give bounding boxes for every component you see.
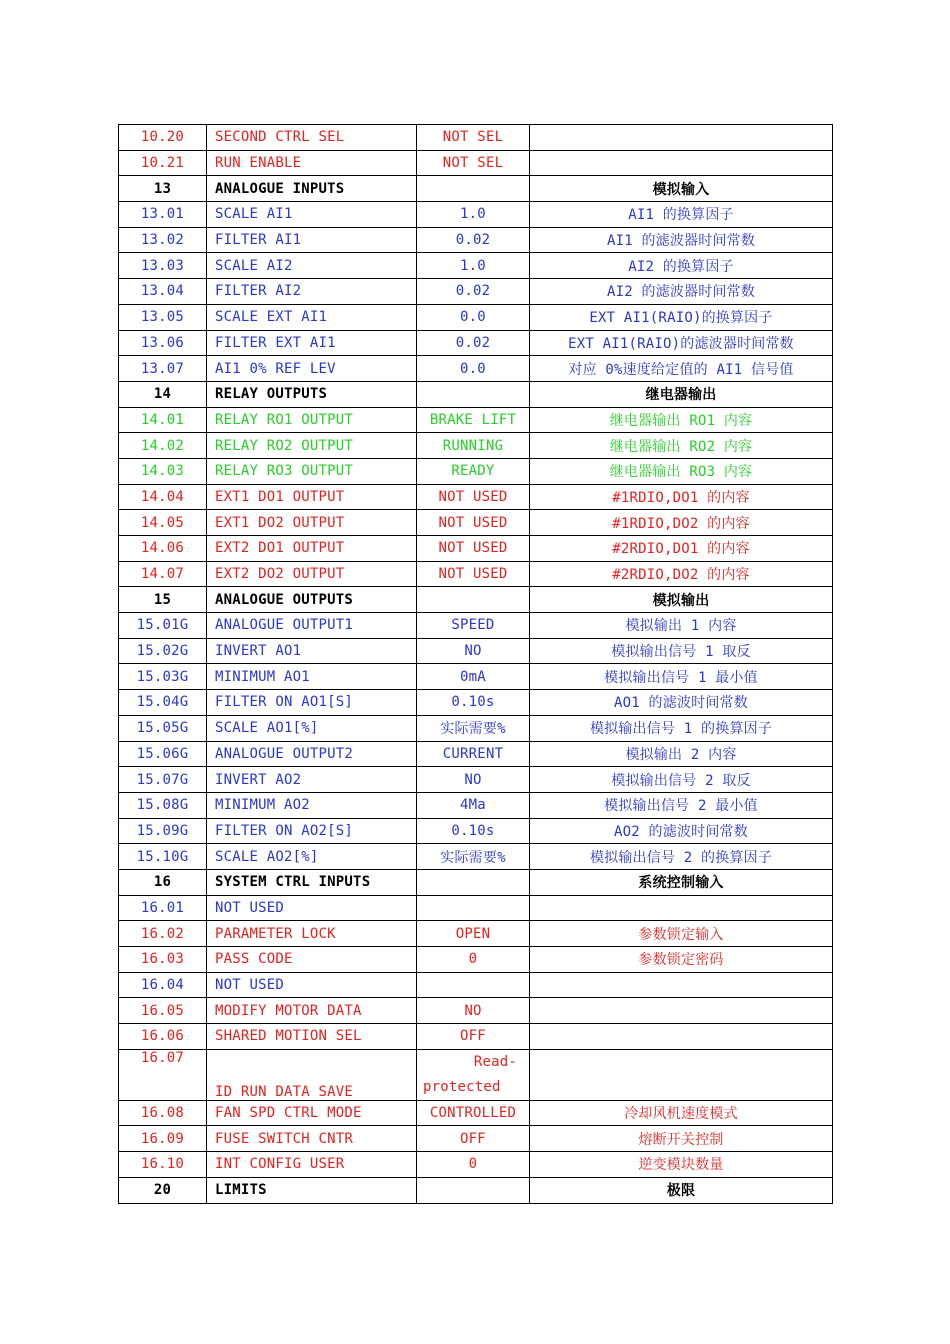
parameter-name: INVERT AO2 bbox=[207, 767, 417, 793]
parameter-number: 16.06 bbox=[119, 1024, 207, 1050]
parameter-row bbox=[119, 458, 833, 484]
parameter-row bbox=[119, 202, 833, 228]
parameter-value: 0 bbox=[417, 947, 530, 973]
parameter-number: 14.07 bbox=[119, 561, 207, 587]
parameter-value: CURRENT bbox=[417, 741, 530, 767]
parameter-value: 实际需要% bbox=[417, 715, 530, 741]
parameter-row bbox=[119, 715, 833, 741]
parameter-table bbox=[118, 124, 833, 1204]
parameter-name: RELAY RO3 OUTPUT bbox=[207, 458, 417, 484]
parameter-number: 13.01 bbox=[119, 202, 207, 228]
parameter-description: AI2 的滤波器时间常数 bbox=[530, 279, 833, 305]
parameter-row bbox=[119, 998, 833, 1024]
parameter-value: NOT USED bbox=[417, 484, 530, 510]
parameter-row bbox=[119, 356, 833, 382]
parameter-value-line-1: Read- bbox=[473, 1053, 517, 1070]
parameter-description: 模拟输出信号 2 取反 bbox=[530, 767, 833, 793]
parameter-row bbox=[119, 561, 833, 587]
parameter-number: 16 bbox=[119, 869, 207, 895]
parameter-value: 0.02 bbox=[417, 330, 530, 356]
group-header-row bbox=[119, 1177, 833, 1203]
parameter-value: SPEED bbox=[417, 613, 530, 639]
parameter-number: 14.05 bbox=[119, 510, 207, 536]
parameter-name: FAN SPD CTRL MODE bbox=[207, 1100, 417, 1126]
parameter-description: 继电器输出 RO2 内容 bbox=[530, 433, 833, 459]
parameter-value: READY bbox=[417, 458, 530, 484]
parameter-value: 4Ma bbox=[417, 792, 530, 818]
parameter-name: RELAY RO1 OUTPUT bbox=[207, 407, 417, 433]
parameter-number: 15 bbox=[119, 587, 207, 613]
parameter-number: 14.02 bbox=[119, 433, 207, 459]
parameter-number: 13.03 bbox=[119, 253, 207, 279]
parameter-value: NOT SEL bbox=[417, 150, 530, 176]
parameter-description: 继电器输出 RO1 内容 bbox=[530, 407, 833, 433]
parameter-number: 16.08 bbox=[119, 1100, 207, 1126]
parameter-name: SYSTEM CTRL INPUTS bbox=[207, 869, 417, 895]
parameter-row bbox=[119, 484, 833, 510]
group-header-row bbox=[119, 381, 833, 407]
parameter-number: 14.03 bbox=[119, 458, 207, 484]
parameter-row bbox=[119, 972, 833, 998]
parameter-name: MINIMUM AO1 bbox=[207, 664, 417, 690]
parameter-number: 14.04 bbox=[119, 484, 207, 510]
parameter-description: 对应 0%速度给定值的 AI1 信号值 bbox=[530, 356, 833, 382]
parameter-name: FILTER ON AO2[S] bbox=[207, 818, 417, 844]
parameter-name: PARAMETER LOCK bbox=[207, 921, 417, 947]
parameter-description: 模拟输出 2 内容 bbox=[530, 741, 833, 767]
parameter-value bbox=[417, 895, 530, 921]
parameter-name: INVERT AO1 bbox=[207, 638, 417, 664]
parameter-number: 14 bbox=[119, 381, 207, 407]
parameter-row bbox=[119, 895, 833, 921]
parameter-row bbox=[119, 690, 833, 716]
parameter-value: OFF bbox=[417, 1126, 530, 1152]
parameter-name: INT CONFIG USER bbox=[207, 1152, 417, 1178]
parameter-table-body bbox=[119, 125, 833, 1204]
parameter-name: MINIMUM AO2 bbox=[207, 792, 417, 818]
parameter-value bbox=[417, 1177, 530, 1203]
parameter-value bbox=[417, 869, 530, 895]
parameter-name: EXT2 DO1 OUTPUT bbox=[207, 536, 417, 562]
parameter-number: 15.04G bbox=[119, 690, 207, 716]
parameter-name: MODIFY MOTOR DATA bbox=[207, 998, 417, 1024]
parameter-number: 16.10 bbox=[119, 1152, 207, 1178]
parameter-value: 0.0 bbox=[417, 356, 530, 382]
parameter-value: 0.0 bbox=[417, 304, 530, 330]
parameter-description: 模拟输出 1 内容 bbox=[530, 613, 833, 639]
parameter-name: RELAY OUTPUTS bbox=[207, 381, 417, 407]
parameter-description: 模拟输出信号 1 取反 bbox=[530, 638, 833, 664]
parameter-name: NOT USED bbox=[207, 895, 417, 921]
parameter-description: EXT AI1(RAIO)的换算因子 bbox=[530, 304, 833, 330]
parameter-description: AO2 的滤波时间常数 bbox=[530, 818, 833, 844]
parameter-number: 14.06 bbox=[119, 536, 207, 562]
parameter-number: 16.01 bbox=[119, 895, 207, 921]
parameter-row bbox=[119, 1049, 833, 1100]
parameter-name: FILTER AI2 bbox=[207, 279, 417, 305]
parameter-name: SHARED MOTION SEL bbox=[207, 1024, 417, 1050]
parameter-description: 模拟输出信号 1 最小值 bbox=[530, 664, 833, 690]
parameter-value: BRAKE LIFT bbox=[417, 407, 530, 433]
parameter-description: 熔断开关控制 bbox=[530, 1126, 833, 1152]
parameter-number: 13.04 bbox=[119, 279, 207, 305]
parameter-value: 0.02 bbox=[417, 227, 530, 253]
parameter-description: AO1 的滤波时间常数 bbox=[530, 690, 833, 716]
parameter-row bbox=[119, 1126, 833, 1152]
parameter-value bbox=[417, 1049, 530, 1100]
parameter-value: 0mA bbox=[417, 664, 530, 690]
parameter-number: 15.02G bbox=[119, 638, 207, 664]
parameter-number: 16.03 bbox=[119, 947, 207, 973]
parameter-description: 模拟输入 bbox=[530, 176, 833, 202]
parameter-description: #2RDIO,DO1 的内容 bbox=[530, 536, 833, 562]
parameter-number: 14.01 bbox=[119, 407, 207, 433]
parameter-name: FUSE SWITCH CNTR bbox=[207, 1126, 417, 1152]
parameter-row bbox=[119, 741, 833, 767]
parameter-description: 模拟输出信号 1 的换算因子 bbox=[530, 715, 833, 741]
parameter-description: 继电器输出 RO3 内容 bbox=[530, 458, 833, 484]
parameter-name: ANALOGUE INPUTS bbox=[207, 176, 417, 202]
parameter-row bbox=[119, 227, 833, 253]
parameter-description: 参数锁定输入 bbox=[530, 921, 833, 947]
parameter-description: 系统控制输入 bbox=[530, 869, 833, 895]
parameter-number: 15.08G bbox=[119, 792, 207, 818]
parameter-value: 0.10s bbox=[417, 818, 530, 844]
group-header-row bbox=[119, 176, 833, 202]
parameter-name: SCALE EXT AI1 bbox=[207, 304, 417, 330]
parameter-row bbox=[119, 1024, 833, 1050]
parameter-value: OFF bbox=[417, 1024, 530, 1050]
parameter-number: 16.04 bbox=[119, 972, 207, 998]
parameter-number: 13 bbox=[119, 176, 207, 202]
parameter-row bbox=[119, 792, 833, 818]
parameter-value: NOT SEL bbox=[417, 125, 530, 151]
parameter-name: RELAY RO2 OUTPUT bbox=[207, 433, 417, 459]
parameter-value: OPEN bbox=[417, 921, 530, 947]
parameter-number: 15.07G bbox=[119, 767, 207, 793]
parameter-number: 16.07 bbox=[119, 1049, 207, 1100]
parameter-value: NOT USED bbox=[417, 536, 530, 562]
parameter-number: 15.09G bbox=[119, 818, 207, 844]
parameter-name: SCALE AO1[%] bbox=[207, 715, 417, 741]
group-header-row bbox=[119, 869, 833, 895]
parameter-row bbox=[119, 638, 833, 664]
parameter-value bbox=[417, 587, 530, 613]
parameter-description: 极限 bbox=[530, 1177, 833, 1203]
parameter-description: 模拟输出信号 2 最小值 bbox=[530, 792, 833, 818]
parameter-row bbox=[119, 125, 833, 151]
parameter-description: 冷却风机速度模式 bbox=[530, 1100, 833, 1126]
parameter-name: FILTER ON AO1[S] bbox=[207, 690, 417, 716]
parameter-number: 15.05G bbox=[119, 715, 207, 741]
parameter-name: PASS CODE bbox=[207, 947, 417, 973]
parameter-number: 15.03G bbox=[119, 664, 207, 690]
parameter-description: AI1 的换算因子 bbox=[530, 202, 833, 228]
parameter-value: RUNNING bbox=[417, 433, 530, 459]
parameter-description bbox=[530, 1024, 833, 1050]
parameter-value: NOT USED bbox=[417, 510, 530, 536]
parameter-number: 13.02 bbox=[119, 227, 207, 253]
parameter-name: ID RUN DATA SAVE bbox=[207, 1049, 417, 1100]
parameter-description: AI2 的换算因子 bbox=[530, 253, 833, 279]
parameter-value: NO bbox=[417, 767, 530, 793]
parameter-description: #1RDIO,DO2 的内容 bbox=[530, 510, 833, 536]
parameter-row bbox=[119, 664, 833, 690]
parameter-name: NOT USED bbox=[207, 972, 417, 998]
parameter-value: 1.0 bbox=[417, 202, 530, 228]
parameter-number: 16.05 bbox=[119, 998, 207, 1024]
parameter-name: SCALE AI1 bbox=[207, 202, 417, 228]
parameter-description bbox=[530, 895, 833, 921]
parameter-number: 16.02 bbox=[119, 921, 207, 947]
parameter-row bbox=[119, 1100, 833, 1126]
parameter-number: 10.20 bbox=[119, 125, 207, 151]
parameter-row bbox=[119, 279, 833, 305]
parameter-description: AI1 的滤波器时间常数 bbox=[530, 227, 833, 253]
parameter-description: 继电器输出 bbox=[530, 381, 833, 407]
parameter-description: 模拟输出 bbox=[530, 587, 833, 613]
parameter-name: ANALOGUE OUTPUT1 bbox=[207, 613, 417, 639]
parameter-number: 15.01G bbox=[119, 613, 207, 639]
parameter-value: 0.10s bbox=[417, 690, 530, 716]
parameter-value: 0.02 bbox=[417, 279, 530, 305]
parameter-row bbox=[119, 818, 833, 844]
parameter-row bbox=[119, 407, 833, 433]
parameter-number: 10.21 bbox=[119, 150, 207, 176]
parameter-name: FILTER EXT AI1 bbox=[207, 330, 417, 356]
parameter-name: SCALE AO2[%] bbox=[207, 844, 417, 870]
parameter-number: 13.05 bbox=[119, 304, 207, 330]
parameter-number: 15.06G bbox=[119, 741, 207, 767]
parameter-row bbox=[119, 844, 833, 870]
parameter-name: SCALE AI2 bbox=[207, 253, 417, 279]
parameter-description bbox=[530, 972, 833, 998]
parameter-number: 16.09 bbox=[119, 1126, 207, 1152]
parameter-value: CONTROLLED bbox=[417, 1100, 530, 1126]
parameter-description: #1RDIO,DO1 的内容 bbox=[530, 484, 833, 510]
parameter-description: EXT AI1(RAIO)的滤波器时间常数 bbox=[530, 330, 833, 356]
parameter-name: ANALOGUE OUTPUTS bbox=[207, 587, 417, 613]
parameter-description: 模拟输出信号 2 的换算因子 bbox=[530, 844, 833, 870]
parameter-name: LIMITS bbox=[207, 1177, 417, 1203]
parameter-value: NO bbox=[417, 638, 530, 664]
group-header-row bbox=[119, 587, 833, 613]
parameter-value: NOT USED bbox=[417, 561, 530, 587]
parameter-value: 1.0 bbox=[417, 253, 530, 279]
parameter-number: 15.10G bbox=[119, 844, 207, 870]
parameter-row bbox=[119, 253, 833, 279]
parameter-name: EXT1 DO2 OUTPUT bbox=[207, 510, 417, 536]
parameter-row bbox=[119, 304, 833, 330]
parameter-row bbox=[119, 921, 833, 947]
parameter-row bbox=[119, 536, 833, 562]
parameter-description bbox=[530, 150, 833, 176]
parameter-row bbox=[119, 767, 833, 793]
parameter-name: ANALOGUE OUTPUT2 bbox=[207, 741, 417, 767]
parameter-value bbox=[417, 381, 530, 407]
parameter-value: 0 bbox=[417, 1152, 530, 1178]
parameter-row bbox=[119, 510, 833, 536]
parameter-value bbox=[417, 176, 530, 202]
parameter-name: EXT2 DO2 OUTPUT bbox=[207, 561, 417, 587]
parameter-row bbox=[119, 613, 833, 639]
parameter-value bbox=[417, 972, 530, 998]
parameter-row bbox=[119, 330, 833, 356]
parameter-description: 参数锁定密码 bbox=[530, 947, 833, 973]
parameter-name: RUN ENABLE bbox=[207, 150, 417, 176]
parameter-value-line-2: protected bbox=[423, 1078, 501, 1095]
parameter-name: SECOND CTRL SEL bbox=[207, 125, 417, 151]
parameter-description: #2RDIO,DO2 的内容 bbox=[530, 561, 833, 587]
parameter-name: AI1 0% REF LEV bbox=[207, 356, 417, 382]
parameter-row bbox=[119, 433, 833, 459]
parameter-description bbox=[530, 1049, 833, 1100]
parameter-value: NO bbox=[417, 998, 530, 1024]
parameter-value: 实际需要% bbox=[417, 844, 530, 870]
parameter-name: FILTER AI1 bbox=[207, 227, 417, 253]
parameter-description bbox=[530, 125, 833, 151]
parameter-name: EXT1 DO1 OUTPUT bbox=[207, 484, 417, 510]
parameter-description bbox=[530, 998, 833, 1024]
parameter-row bbox=[119, 947, 833, 973]
parameter-number: 20 bbox=[119, 1177, 207, 1203]
parameter-row bbox=[119, 150, 833, 176]
parameter-number: 13.07 bbox=[119, 356, 207, 382]
parameter-number: 13.06 bbox=[119, 330, 207, 356]
parameter-description: 逆变模块数量 bbox=[530, 1152, 833, 1178]
parameter-row bbox=[119, 1152, 833, 1178]
